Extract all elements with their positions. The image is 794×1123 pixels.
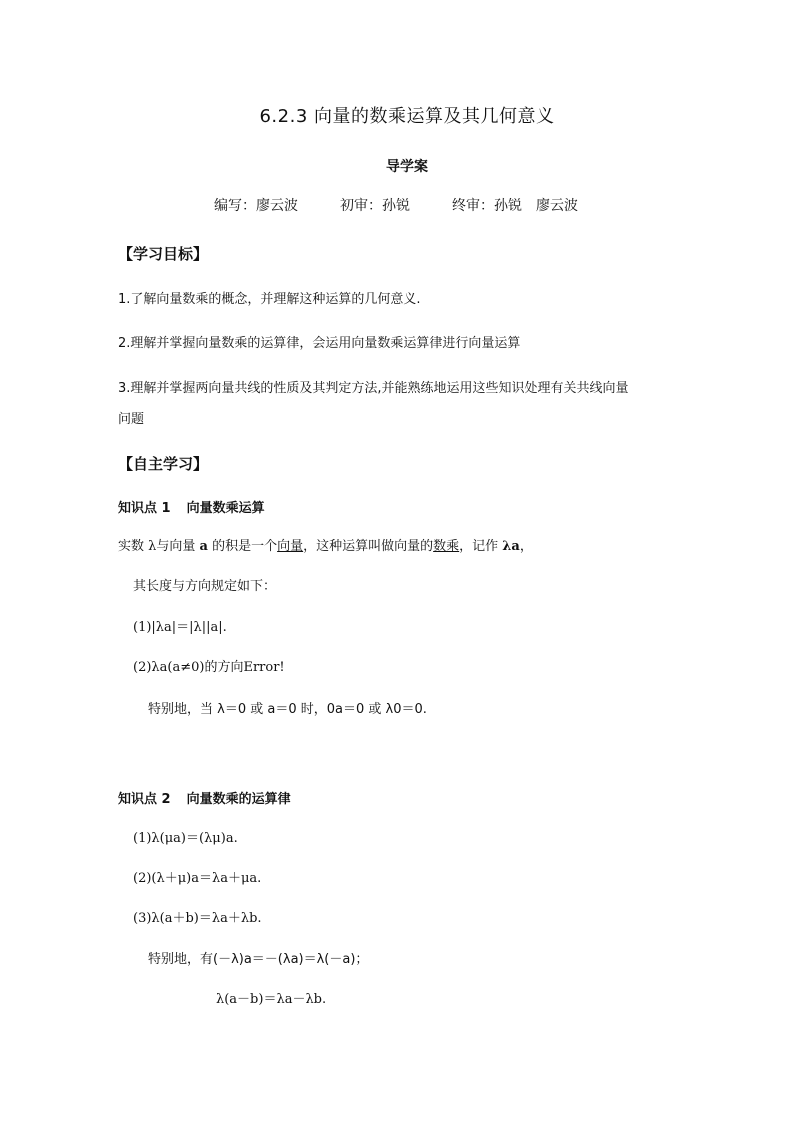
kp1-rule-1: (1)|λa|＝|λ||a|. — [133, 620, 227, 635]
intro-text-d: ，这种运算叫做向量的 — [303, 539, 434, 554]
intro-vector: a — [199, 539, 208, 554]
intro-text-a: 实数 — [118, 539, 149, 554]
kp2-law-1: (1)λ(μa)＝(λμ)a. — [133, 831, 238, 846]
intro-text-b: 与向量 — [156, 539, 200, 554]
kp1-name: 向量数乘运算 — [186, 501, 265, 516]
intro-lambda: λ — [148, 539, 157, 554]
kp2-law-2: (2)(λ＋μ)a＝λa＋μa. — [133, 871, 262, 886]
kp2-label: 知识点 2 — [118, 792, 171, 807]
intro-text-f: ， — [519, 539, 533, 554]
credit-final-review: 终审：孙锐 廖云波 — [452, 198, 578, 214]
intro-term-scalar-mult: 数乘 — [433, 539, 460, 554]
goal-item-2: 2.理解并掌握向量数乘的运算律，会运用向量数乘运算律进行向量运算 — [118, 336, 521, 351]
credit-first-review: 初审：孙锐 — [340, 198, 410, 214]
intro-text-c: 的积是一个 — [207, 539, 278, 554]
kp2-law-3: (3)λ(a＋b)＝λa＋λb. — [133, 911, 262, 926]
kp1-heading — [118, 502, 265, 515]
goals-heading: 【学习目标】 — [118, 245, 209, 263]
kp2-name: 向量数乘的运算律 — [186, 792, 291, 807]
credits-line — [214, 199, 578, 213]
kp1-rule-intro: 其长度与方向规定如下： — [133, 579, 277, 594]
self-study-heading: 【自主学习】 — [118, 455, 209, 473]
intro-notation: λa — [502, 539, 520, 554]
page-title: 6.2.3 向量的数乘运算及其几何意义 — [259, 106, 555, 127]
page-subtitle: 导学案 — [386, 159, 428, 175]
kp1-rule-2: (2)λa(a≠0)的方向Error! — [133, 660, 285, 675]
kp1-label: 知识点 1 — [118, 501, 171, 516]
goal-item-3: 3.理解并掌握两向量共线的性质及其判定方法,并能熟练地运用这些知识处理有关共线向量 — [118, 381, 629, 396]
kp2-special-1: 特别地，有(－λ)a＝－(λa)＝λ(－a)； — [148, 952, 369, 967]
kp1-special-case: 特别地，当 λ＝0 或 a＝0 时，0a＝0 或 λ0＝0. — [148, 702, 427, 717]
intro-text-e: ，记作 — [459, 539, 503, 554]
credit-writer: 编写：廖云波 — [214, 198, 298, 214]
intro-term-vector: 向量 — [277, 539, 304, 554]
kp2-heading — [118, 793, 291, 806]
goal-item-1: 1.了解向量数乘的概念，并理解这种运算的几何意义. — [118, 292, 421, 307]
kp2-special-2: λ(a－b)＝λa－λb. — [216, 992, 327, 1007]
goal-item-3-cont: 问题 — [118, 412, 145, 427]
kp1-intro — [118, 540, 533, 553]
